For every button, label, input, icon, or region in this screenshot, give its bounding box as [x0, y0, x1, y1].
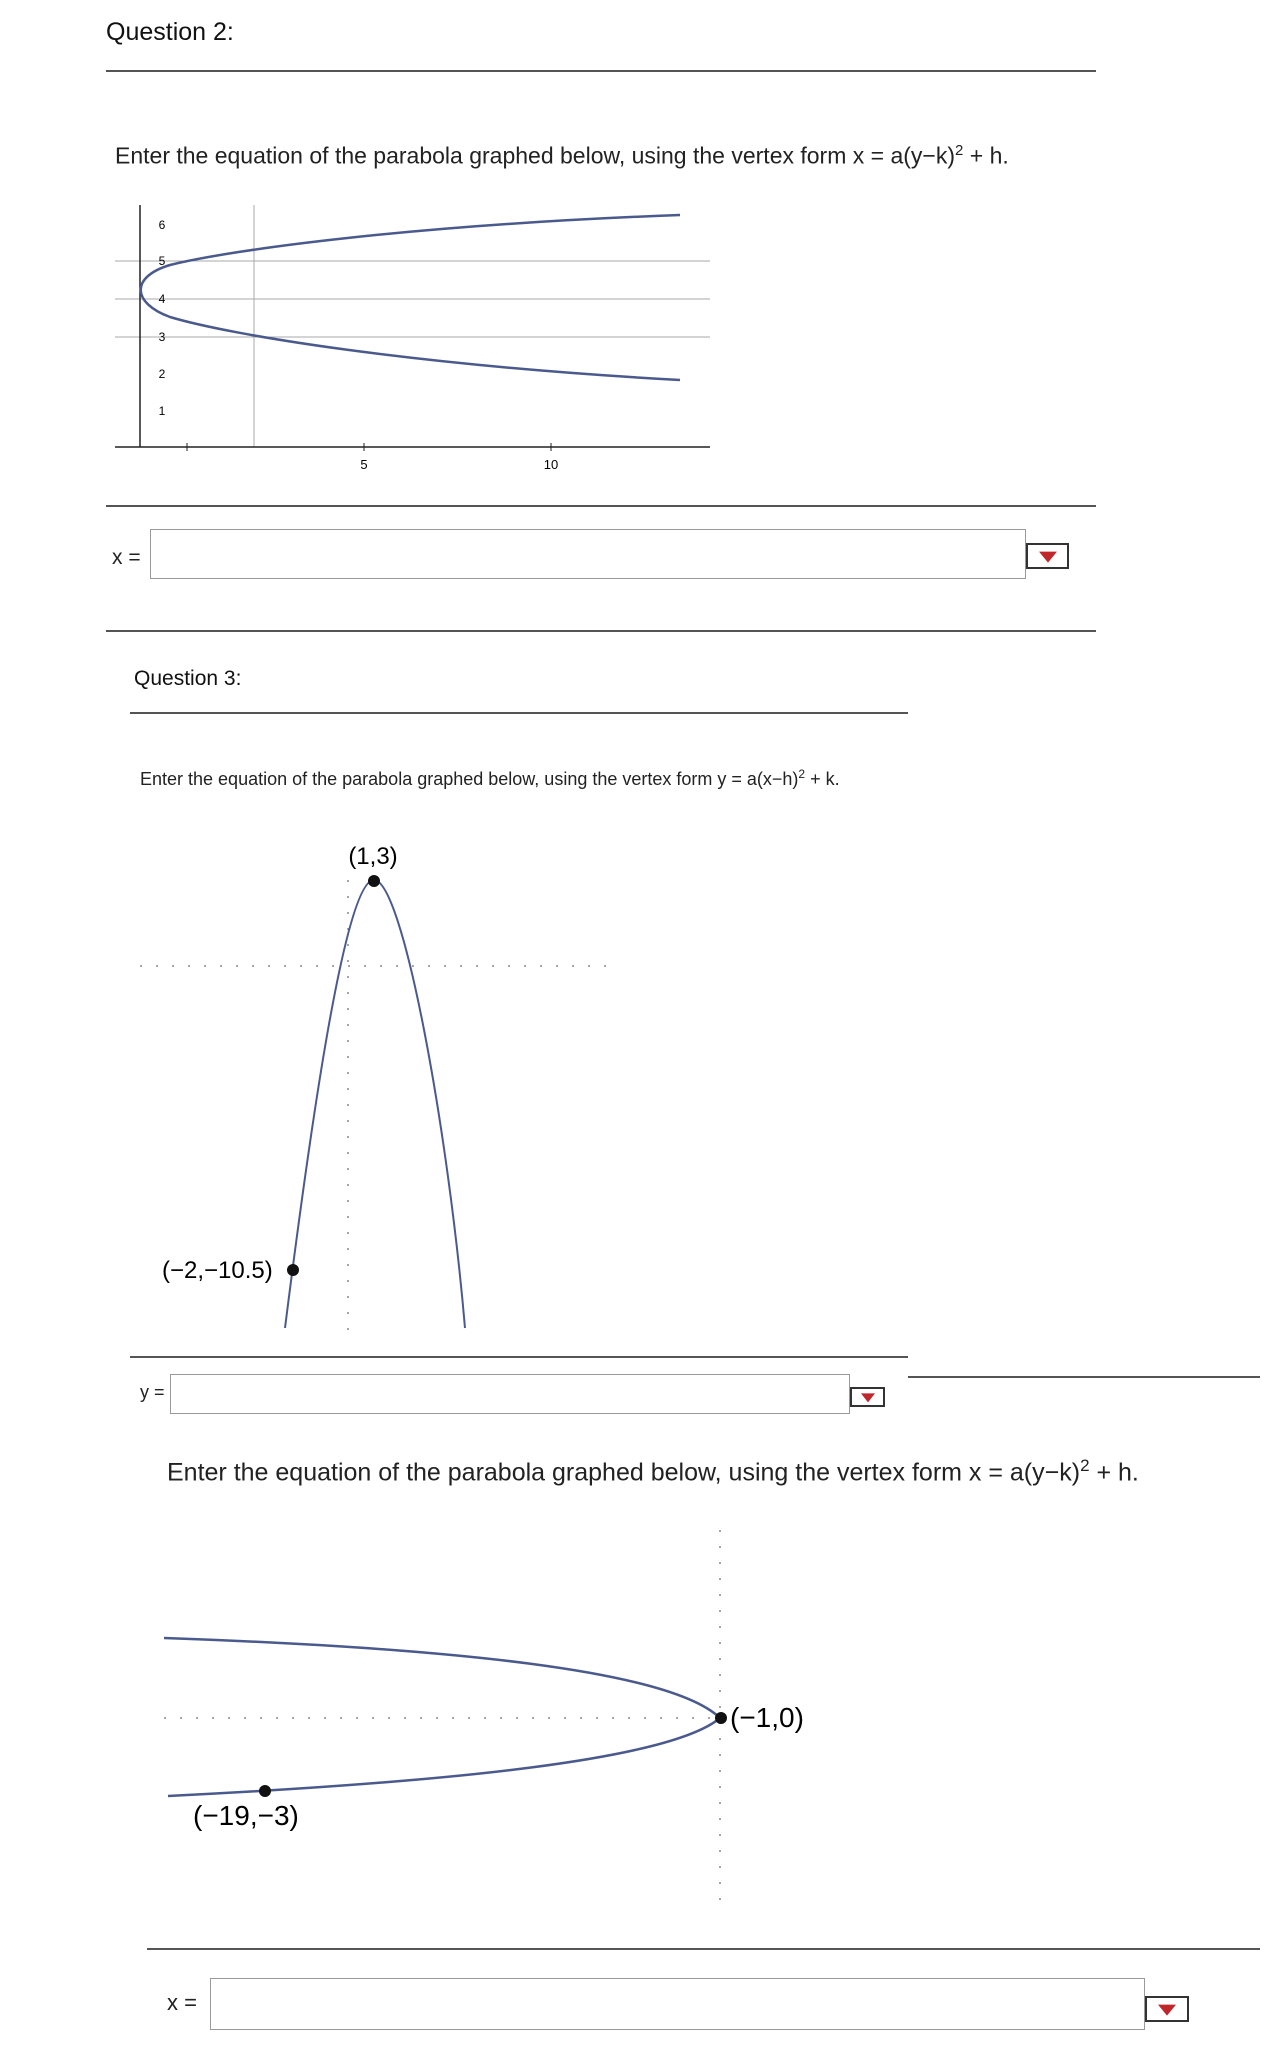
prompt-text: Enter the equation of the parabola graphed below, using the vertex form x = a(y−k) — [167, 1458, 1081, 1487]
answer-input[interactable] — [150, 529, 1026, 579]
question-3-prompt — [140, 767, 840, 790]
dropdown-arrow-icon — [1158, 2005, 1176, 2016]
y-tick-label: 5 — [158, 254, 166, 268]
prompt-text: Enter the equation of the parabola graphed below, using the vertex form x = a(y−k) — [115, 142, 956, 169]
vertex-label: (−1,0) — [730, 1702, 804, 1733]
question-3-graph — [130, 830, 630, 1350]
y-tick-label: 3 — [158, 330, 166, 344]
prompt-text: Enter the equation of the parabola graphed below, using the vertex form y = a(x−h) — [140, 769, 799, 789]
question-4-prompt — [167, 1456, 1139, 1487]
prompt-tail: + h. — [963, 142, 1009, 169]
prompt-exponent: 2 — [1080, 1456, 1090, 1475]
question-2-title: Question 2: — [106, 18, 234, 46]
vertex-label: (1,3) — [348, 843, 398, 870]
question-2-graph — [110, 195, 730, 485]
point-label: (−2,−10.5) — [162, 1257, 273, 1284]
parabola-curve — [141, 215, 680, 380]
divider — [130, 712, 908, 714]
dropdown-button[interactable] — [1026, 543, 1069, 569]
y-tick-label: 6 — [158, 218, 166, 232]
y-tick-label: 1 — [158, 404, 166, 418]
answer-input[interactable] — [210, 1978, 1145, 2030]
answer-label: x = — [167, 1990, 197, 2015]
graph-point — [287, 1264, 299, 1276]
question-2-prompt — [115, 142, 1009, 170]
divider — [908, 1376, 1260, 1378]
prompt-tail: + h. — [1089, 1458, 1139, 1487]
prompt-exponent: 2 — [798, 767, 806, 781]
prompt-tail: + k. — [805, 769, 840, 789]
x-tick-label: 5 — [360, 457, 368, 472]
y-tick-label: 4 — [158, 292, 166, 306]
vertex-point — [715, 1712, 727, 1724]
dropdown-arrow-icon — [861, 1393, 875, 1402]
question-4-graph — [150, 1520, 870, 1920]
dropdown-arrow-icon — [1039, 552, 1057, 563]
x-tick-label: 10 — [543, 457, 559, 472]
answer-label: x = — [112, 546, 141, 569]
answer-input[interactable] — [170, 1374, 850, 1414]
divider — [147, 1948, 1260, 1950]
point-label: (−19,−3) — [193, 1800, 299, 1831]
dropdown-button[interactable] — [850, 1387, 885, 1407]
y-tick-label: 2 — [158, 367, 166, 381]
divider — [130, 1356, 908, 1358]
dropdown-button[interactable] — [1145, 1996, 1189, 2022]
parabola-curve — [164, 1638, 720, 1796]
vertex-point — [368, 875, 380, 887]
divider — [106, 505, 1096, 507]
question-3-title: Question 3: — [134, 667, 242, 690]
answer-label: y = — [140, 1382, 165, 1402]
graph-point — [259, 1785, 271, 1797]
divider — [106, 630, 1096, 632]
divider — [106, 70, 1096, 72]
parabola-curve — [285, 880, 465, 1328]
prompt-exponent: 2 — [955, 142, 964, 159]
